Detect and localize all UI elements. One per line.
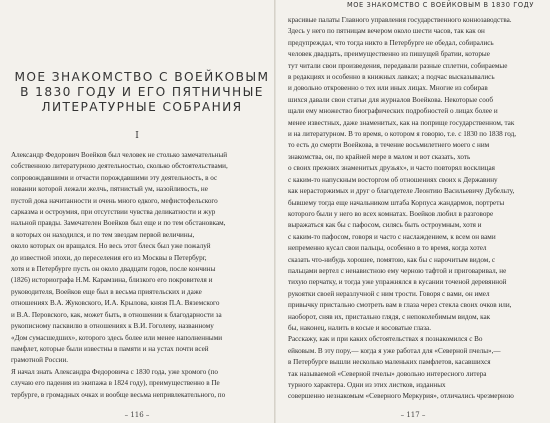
text-line: рукописному пасквилю в отношениях к В.И. Гоголеву, названному bbox=[11, 322, 214, 331]
text-line: тут читали свои произведения, передавали разные сплетни, собираемые bbox=[288, 61, 508, 70]
text-line: непременно кусал свои пальцы, особенно в то время, когда хотел bbox=[288, 244, 487, 253]
section-number: I bbox=[135, 131, 139, 141]
text-line: знакомства, он, по крайней мере в малом и вот сказать, хоть bbox=[288, 152, 471, 161]
text-line: памфлет, которые были известны в памяти и на устах почти всей bbox=[11, 344, 209, 353]
text-line: тихую перчатку, и тогда уже упражнялся в кусании точеной деревянной bbox=[288, 278, 507, 287]
text-line: выражаться как бы с пафосом, силясь быть остроумным, хотя и bbox=[288, 221, 482, 230]
chapter-title-line: В 1830 ГОДУ И ЕГО ПЯТНИЧНЫЕ bbox=[20, 85, 264, 99]
text-line: около которых он вращался. Но весь этот блеск был уже пожалуй bbox=[11, 242, 211, 251]
text-line: о своих прежних знаменитых друзьях», и часто повторял восклицая bbox=[288, 164, 495, 173]
running-head: МОЕ ЗНАКОМСТВО С ВОЕЙКОВЫМ В 1830 ГОДУ bbox=[346, 1, 534, 9]
text-line: шихся давали свои статьи для журналов Воейкова. Некоторые сооб bbox=[288, 95, 493, 104]
chapter-title bbox=[14, 70, 270, 115]
text-line: сказать что-нибудь хорошее, помятою, как бы с нарочитым видом, с bbox=[288, 255, 496, 264]
text-line: человек двадцать, преимущественно из пишущей братии, которые bbox=[288, 50, 490, 59]
text-line: случаю его падения из экипажа в 1824 году), преимущественно в Пе bbox=[11, 379, 220, 388]
left-body-text bbox=[11, 150, 263, 402]
text-line: Здесь у него по пятницам вечером около шести часов, так как он bbox=[288, 27, 485, 36]
text-line: и В.А. Перовского, как, может быть, в отношении к благодарности за bbox=[11, 310, 222, 319]
text-line: предупреждал, что тогда никто в Петербурге не обедал, собирались bbox=[288, 38, 494, 47]
text-line: красивые палаты Главного управления государственного коннозаводства. bbox=[288, 16, 512, 24]
text-line: в редакциях и особенно в книжных лавках; а подчас высказывались bbox=[288, 73, 495, 82]
text-line: собственною литературною деятельностью, сколько обстоятельствами, bbox=[11, 162, 228, 171]
page-number-right: – 117 – bbox=[400, 411, 426, 419]
text-line: щали ему множество биографических подробностей о лицах более и bbox=[288, 107, 498, 116]
text-line: ейковым. В эту пору,— когда я уже работал для «Северной пчелы»,— bbox=[288, 346, 501, 355]
text-line: и довольно откровенно о тех или иных лицах. Многие из собирав bbox=[288, 84, 488, 93]
text-line: привычку пристально смотреть вам в глаза через стекла своих очков или, bbox=[288, 301, 512, 310]
right-body-text bbox=[288, 15, 538, 402]
text-line: до известной эпохи, до переселения его из Москвы в Петербург, bbox=[11, 253, 207, 262]
text-line: и на литературном. В то время, о котором я говорю, т.е. с 1830 по 1838 год, bbox=[288, 130, 517, 139]
text-line: Расскажу, как и при каких обстоятельствах я познакомился с Во bbox=[288, 335, 483, 344]
text-line: бывшему тогда еще начальником штаба Корпуса жандармов, портреты bbox=[288, 198, 505, 207]
page-number-left: – 116 – bbox=[124, 411, 150, 419]
text-line: то есть до смерти Воейкова, в течение восьмилетнего моего с ним bbox=[288, 141, 490, 150]
text-line: как нерасторжимых и друг о благодетеле Леонтию Васильевичу Дубельту, bbox=[288, 187, 515, 196]
text-line: руководителя, Воейков еще был в весьма приятельских и даже bbox=[11, 287, 202, 296]
text-line: с каким-то напускным восторгом об отношениях своих к Державину bbox=[288, 175, 498, 184]
text-line: в Петербурге вышли несколько маленьких памфлетов, касавшихся bbox=[288, 358, 491, 367]
text-line: пальцами вертел с ненавистною ему черною тафтой и приговаривал, не bbox=[288, 266, 507, 275]
text-line: «Дом сумасшедших», которого здесь более или менее наполненными bbox=[11, 333, 223, 342]
chapter-title-line: МОЕ ЗНАКОМСТВО С ВОЕЙКОВЫМ bbox=[14, 70, 270, 84]
text-line: грамотной России. bbox=[11, 356, 69, 365]
text-line: менее известных, даже знаменитых, как на поприще государственном, так bbox=[288, 118, 515, 127]
text-line: которого были у него во всех комнатах. Воейков любил в разговоре bbox=[288, 209, 494, 218]
text-line: в которых он находился, и по тем звездам первой величины, bbox=[11, 230, 195, 239]
text-line: наоборот, сняв их, пристально глядя, с непоколебимым видом, как bbox=[288, 312, 491, 321]
right-page bbox=[276, 0, 550, 423]
text-line: рукоятки своей неразлучной с ним трости. Говоря с вами, он имел bbox=[288, 289, 490, 298]
text-line: отношениях В.А. Жуковского, И.А. Крылова, князя П.А. Вяземского bbox=[11, 299, 220, 308]
text-line: Я начал знать Александра Федоровича с 1830 года, уже хромого (по bbox=[11, 367, 218, 376]
text-line: хотя и в Петербурге пусть он около двадцати годов, после кончины bbox=[11, 265, 216, 274]
text-line: совершенно незнакомым «Северного Меркурия», отличались чрезмерною bbox=[288, 392, 514, 401]
text-line: новании которой лежали желчь, пятнистый ум, назойливость, не bbox=[11, 185, 208, 194]
text-line: нальной правды. Замечателен Воейков был еще и по тем обстановкам, bbox=[11, 219, 226, 228]
text-line: турного характера. Одни из этих листков, изданных bbox=[288, 381, 446, 389]
text-line: пустой дока начитанности и очень много едкого, мефистофельского bbox=[11, 196, 218, 205]
left-page bbox=[0, 0, 274, 423]
text-line: сопровождавшими и отчасти порождавшими эту деятельность, в ос bbox=[11, 173, 218, 182]
text-line: бы, наконец, налить в косые и косоватые глаза. bbox=[288, 323, 431, 332]
text-line: так называемой «Северной пчелы» довольно интересного литера bbox=[288, 369, 487, 378]
text-line: (1826) историографа Н.М. Карамзина, близкого его покровителя и bbox=[11, 276, 213, 285]
text-line: тербурге, в громадных очках и вообще весьма непривлекательного, по bbox=[11, 390, 226, 399]
text-line: с каким-то пафосом, говоря и часто с наслаждением, к всем он вами bbox=[288, 232, 496, 241]
text-line: Александр Федорович Воейков был человек не столько замечательный bbox=[11, 151, 228, 159]
text-line bbox=[11, 401, 263, 402]
text-line: сарказма и остроумия, при отсутствии чувства деликатности и жур bbox=[11, 208, 216, 217]
chapter-title-line: ЛИТЕРАТУРНЫЕ СОБРАНИЯ bbox=[41, 100, 243, 114]
